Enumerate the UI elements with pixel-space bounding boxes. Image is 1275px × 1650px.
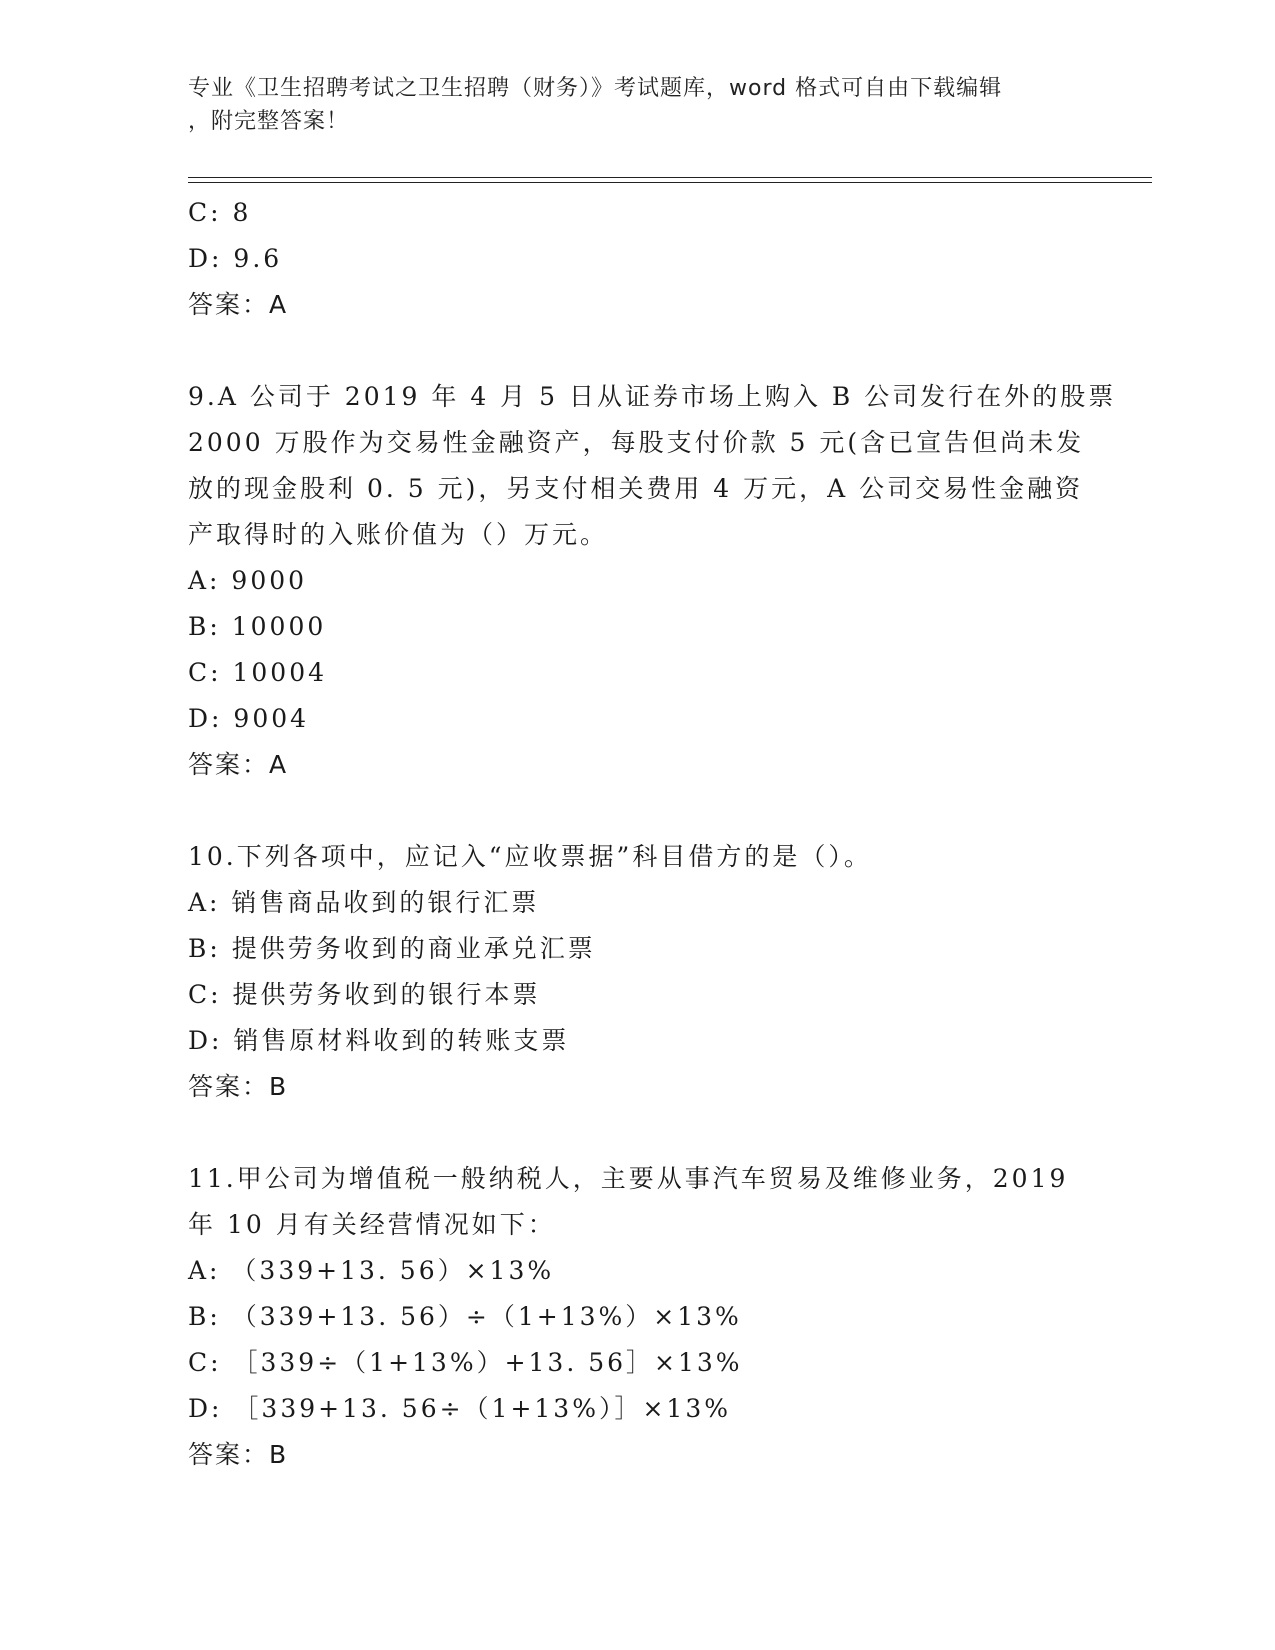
- spacer: [188, 1110, 1088, 1156]
- answer-line: 答案：B: [188, 1440, 289, 1469]
- question-text-line: 9.A 公司于 2019 年 4 月 5 日从证券市场上购入 B 公司发行在外的股票: [188, 382, 1117, 411]
- question-text-line: 2000 万股作为交易性金融资产，每股支付价款 5 元(含已宣告但尚未发: [188, 428, 1085, 457]
- prev-question: [188, 190, 1088, 328]
- spacer: [188, 788, 1088, 834]
- answer-line: 答案：A: [188, 750, 289, 779]
- option-c: C: 提供劳务收到的银行本票: [188, 980, 541, 1009]
- option-a: A: 9000: [188, 566, 308, 595]
- option-c: C: 10004: [188, 658, 328, 687]
- question-text-line: 年 10 月有关经营情况如下：: [188, 1210, 556, 1239]
- header-line-2: ，附完整答案！: [188, 109, 350, 134]
- question-text-line: 11.甲公司为增值税一般纳税人，主要从事汽车贸易及维修业务，2019: [188, 1164, 1069, 1193]
- option-a: A: （339+13. 56）×13%: [188, 1256, 555, 1285]
- question-content: [188, 190, 1117, 1478]
- page-header: [188, 72, 1088, 138]
- option-a: A: 销售商品收到的银行汇票: [188, 888, 540, 917]
- option-d: D: ［339+13. 56÷（1+13%）］×13%: [188, 1394, 731, 1423]
- question-text-line: 放的现金股利 0. 5 元)，另支付相关费用 4 万元，A 公司交易性金融资: [188, 474, 1084, 503]
- question-text-line: 10.下列各项中，应记入“应收票据”科目借方的是（）。: [188, 842, 872, 871]
- answer-line: 答案：A: [188, 290, 289, 319]
- option-b: B: （339+13. 56）÷（1+13%）×13%: [188, 1302, 742, 1331]
- option-c: C: ［339÷（1+13%）+13. 56］×13%: [188, 1348, 743, 1377]
- question-text-line: 产取得时的入账价值为（）万元。: [188, 520, 609, 549]
- option-d: D: 9004: [188, 704, 310, 733]
- option-b: B: 10000: [188, 612, 327, 641]
- header-rule-top: [188, 177, 1152, 178]
- answer-line: 答案：B: [188, 1072, 289, 1101]
- header-line-1: 专业《卫生招聘考试之卫生招聘（财务）》考试题库，word 格式可自由下载编辑: [188, 76, 1003, 101]
- option-d: D: 销售原材料收到的转账支票: [188, 1026, 570, 1055]
- question-10: [188, 834, 1088, 1110]
- question-11: [188, 1156, 1088, 1478]
- option-b: B: 提供劳务收到的商业承兑汇票: [188, 934, 596, 963]
- header-rule-bottom: [188, 182, 1152, 183]
- question-9: [188, 374, 1117, 788]
- option-d: D: 9.6: [188, 244, 283, 273]
- option-c: C: 8: [188, 198, 252, 227]
- spacer: [188, 328, 1088, 374]
